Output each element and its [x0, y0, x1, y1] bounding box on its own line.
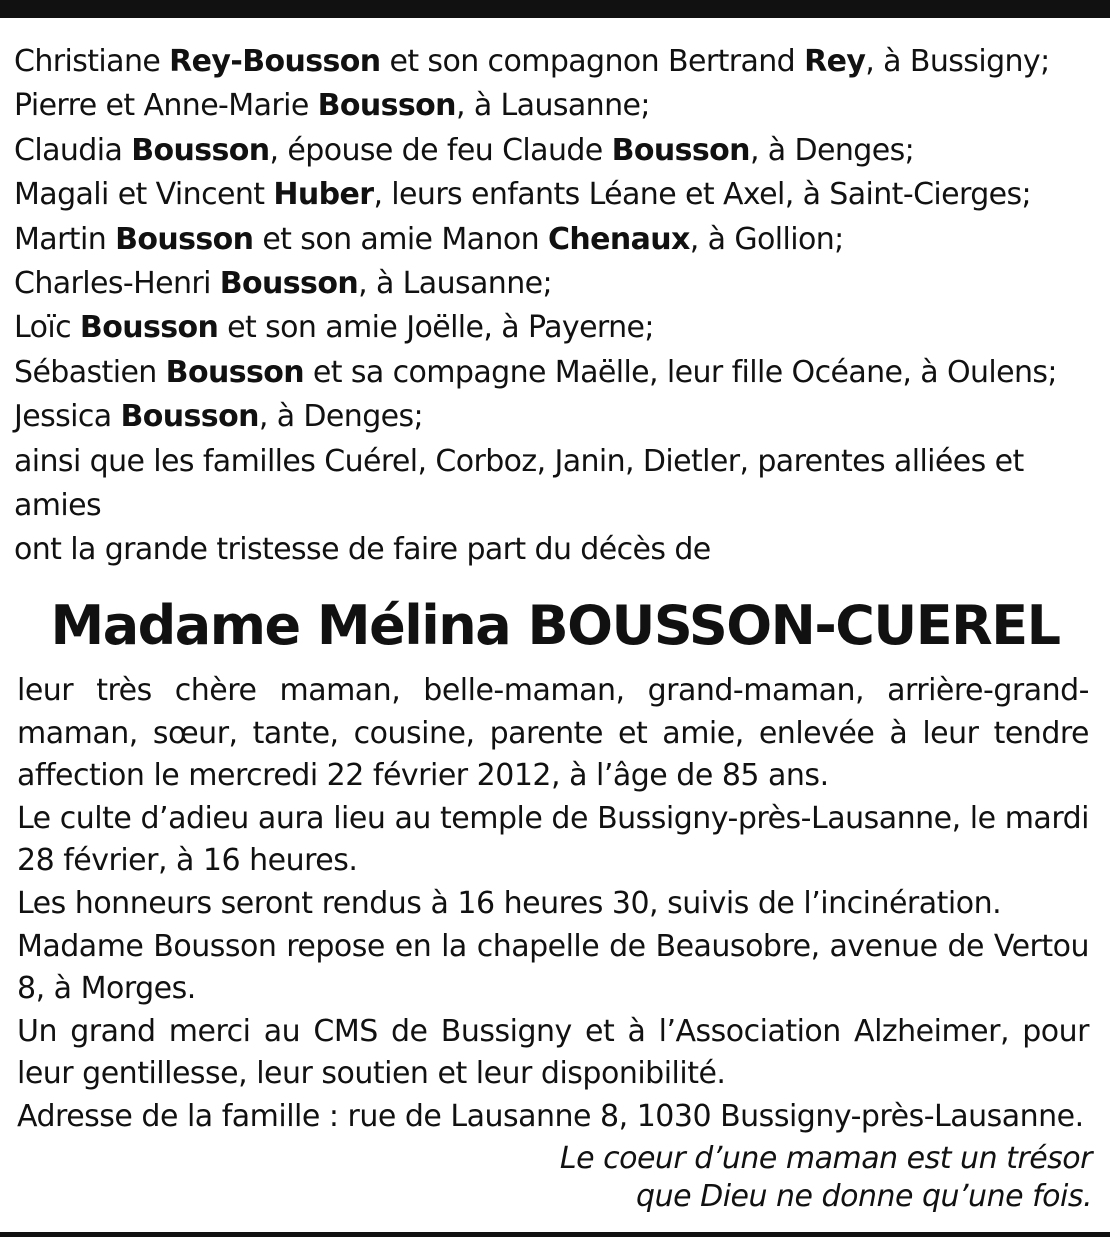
family-list: [14, 40, 1100, 573]
family-line: ainsi que les familles Cuérel, Corboz, Janin, Dietler, parentes alliées et: [14, 443, 1024, 479]
family-address: Adresse de la famille : rue de Lausanne 8, 1030 Bussigny-près-Lausanne.: [17, 1098, 1084, 1134]
family-line: Martin Bousson et son amie Manon Chenaux, à Gollion;: [14, 221, 844, 257]
family-line: Charles-Henri Bousson, à Lausanne;: [14, 266, 553, 302]
closing-quote: [560, 1140, 1092, 1216]
quote-line-2: que Dieu ne donne qu’une fois.: [636, 1179, 1092, 1214]
family-line: Sébastien Bousson et sa compagne Maëlle, leur fille Océane, à Oulens;: [14, 354, 1057, 390]
bottom-border-rule: [0, 1232, 1110, 1237]
family-line: Jessica Bousson, à Denges;: [14, 399, 424, 435]
quote-line-1: Le coeur d’une maman est un trésor: [559, 1141, 1092, 1176]
family-line: Pierre et Anne-Marie Bousson, à Lausanne;: [14, 88, 650, 124]
resting-place-paragraph: Madame Bousson repose en la chapelle de Beausobre, avenue de Vertou 8, à Morges.: [17, 928, 1089, 1007]
family-line: amies: [14, 488, 102, 524]
thanks-paragraph: Un grand merci au CMS de Bussigny et à l’Association Alzheimer, pour leur gentillesse, leur soutien et leur disponibilité.: [17, 1013, 1089, 1092]
notice-body: [17, 670, 1089, 1139]
family-line: Magali et Vincent Huber, leurs enfants Léane et Axel, à Saint-Cierges;: [14, 177, 1032, 213]
family-line: Christiane Rey-Bousson et son compagnon Bertrand Rey, à Bussigny;: [14, 44, 1050, 79]
tribute-paragraph: leur très chère maman, belle-maman, grand-maman, arrière-grand-maman, sœur, tante, cousine, parente et amie, enlevée à leur tendre affection le mercredi 22 février 2012, à l’âge de 85 ans.: [17, 673, 1089, 794]
family-line: Claudia Bousson, épouse de feu Claude Bousson, à Denges;: [14, 132, 915, 168]
announcement-line: ont la grande tristesse de faire part du décès de: [14, 532, 711, 568]
top-border-rule: [0, 0, 1110, 18]
ceremony-paragraph: Le culte d’adieu aura lieu au temple de Bussigny-près-Lausanne, le mardi 28 février, à 16 heures.: [17, 800, 1089, 879]
deceased-name: Madame Mélina BOUSSON-CUEREL: [50, 594, 1060, 657]
family-line: Loïc Bousson et son amie Joëlle, à Payerne;: [14, 310, 654, 346]
honours-paragraph: Les honneurs seront rendus à 16 heures 30, suivis de l’incinération.: [17, 885, 1002, 921]
